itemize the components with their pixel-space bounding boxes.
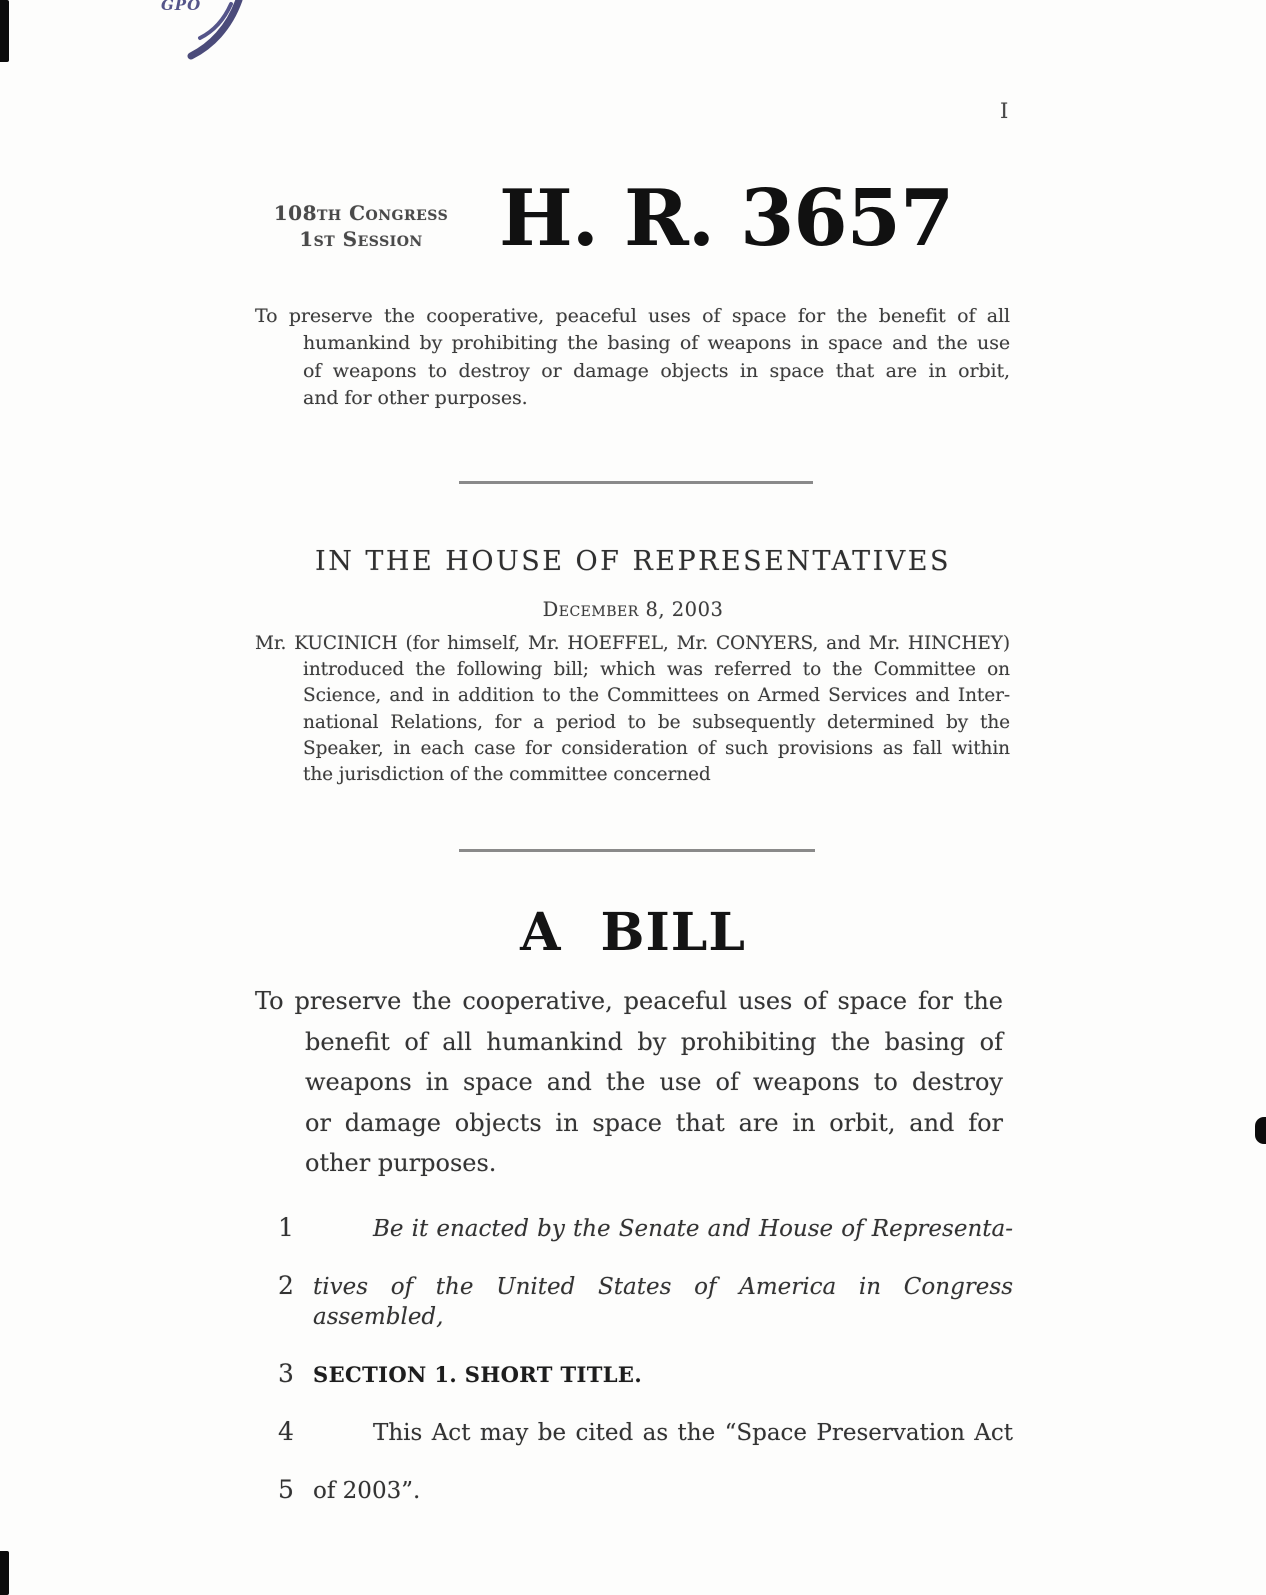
gpo-logo-text: GPO [161,0,202,14]
sponsor-line: the jurisdiction of the committee concerned [303,764,711,786]
bill-text-line: of 2003”. [313,1478,421,1504]
congress-session-block [255,200,467,252]
official-title-paragraph [255,303,1010,412]
line-number: 3 [278,1359,294,1388]
bill-text-row [255,1213,1013,1244]
scan-artifact-top-left [0,0,9,62]
sponsor-line: Mr. KUCINICH (for himself, Mr. HOEFFEL, Mr. CONYERS, and Mr. HINCHEY) [255,633,1010,654]
introduction-date: December 8, 2003 [542,598,724,621]
sponsor-paragraph [255,631,1010,788]
bill-text-row [255,1271,1013,1332]
sponsor-line: Science, and in addition to the Committees on Armed Services and Inter- [303,685,1010,707]
long-title-line: other purposes. [305,1149,497,1178]
sponsor-line: Speaker, in each case for consideration of such provisions as fall within [303,737,1010,759]
long-title-line: weapons in space and the use of weapons to destroy [305,1068,1003,1097]
line-number: 2 [278,1271,294,1300]
sponsor-line: national Relations, for a period to be subsequently determined by the [303,711,1010,733]
scan-artifact-bottom-left [0,1551,9,1595]
scan-artifact-right [1255,1117,1266,1144]
bill-body [255,1213,1013,1533]
long-title-line: or damage objects in space that are in orbit, and for [305,1108,1003,1137]
horizontal-divider [459,481,813,484]
congress-label: 108th Congress [273,201,449,225]
gpo-logo-icon [149,0,249,64]
official-title-line: humankind by prohibiting the basing of weapons in space and the use [303,332,1010,355]
line-number: 5 [278,1475,294,1504]
line-number: 1 [278,1213,294,1242]
bill-text-line: This Act may be cited as the “Space Preservation Act [373,1420,1013,1446]
section-heading-line: SECTION 1. SHORT TITLE. [313,1362,643,1387]
long-title-line: benefit of all humankind by prohibiting the basing of [305,1027,1003,1056]
official-title-line: and for other purposes. [303,386,528,409]
long-title-paragraph [255,981,1003,1184]
session-label: 1st Session [299,227,423,251]
long-title-line: To preserve the cooperative, peaceful uses of space for the [255,987,1003,1015]
bill-number: H. R. 3657 [499,173,954,264]
bill-heading: A BILL [520,902,746,963]
official-title-line: of weapons to destroy or damage objects in space that are in orbit, [303,359,1010,382]
horizontal-divider [459,849,815,852]
bill-text-row [255,1417,1013,1448]
bill-text-row [255,1475,1013,1506]
chamber-heading: IN THE HOUSE OF REPRESENTATIVES [315,546,951,577]
bill-text-line: Be it enacted by the Senate and House of Representa- [373,1216,1013,1242]
gpo-swoosh-icon [149,0,249,60]
bill-header [255,173,1030,264]
sponsor-line: introduced the following bill; which was referred to the Committee on [303,659,1010,681]
official-title-line: To preserve the cooperative, peaceful uses of space for the benefit of all [255,305,1010,327]
page-number: I [1000,99,1009,123]
line-number: 4 [278,1417,294,1446]
bill-text-line: tives of the United States of America in Congress assembled, [313,1274,1013,1330]
bill-text-row [255,1359,1013,1390]
